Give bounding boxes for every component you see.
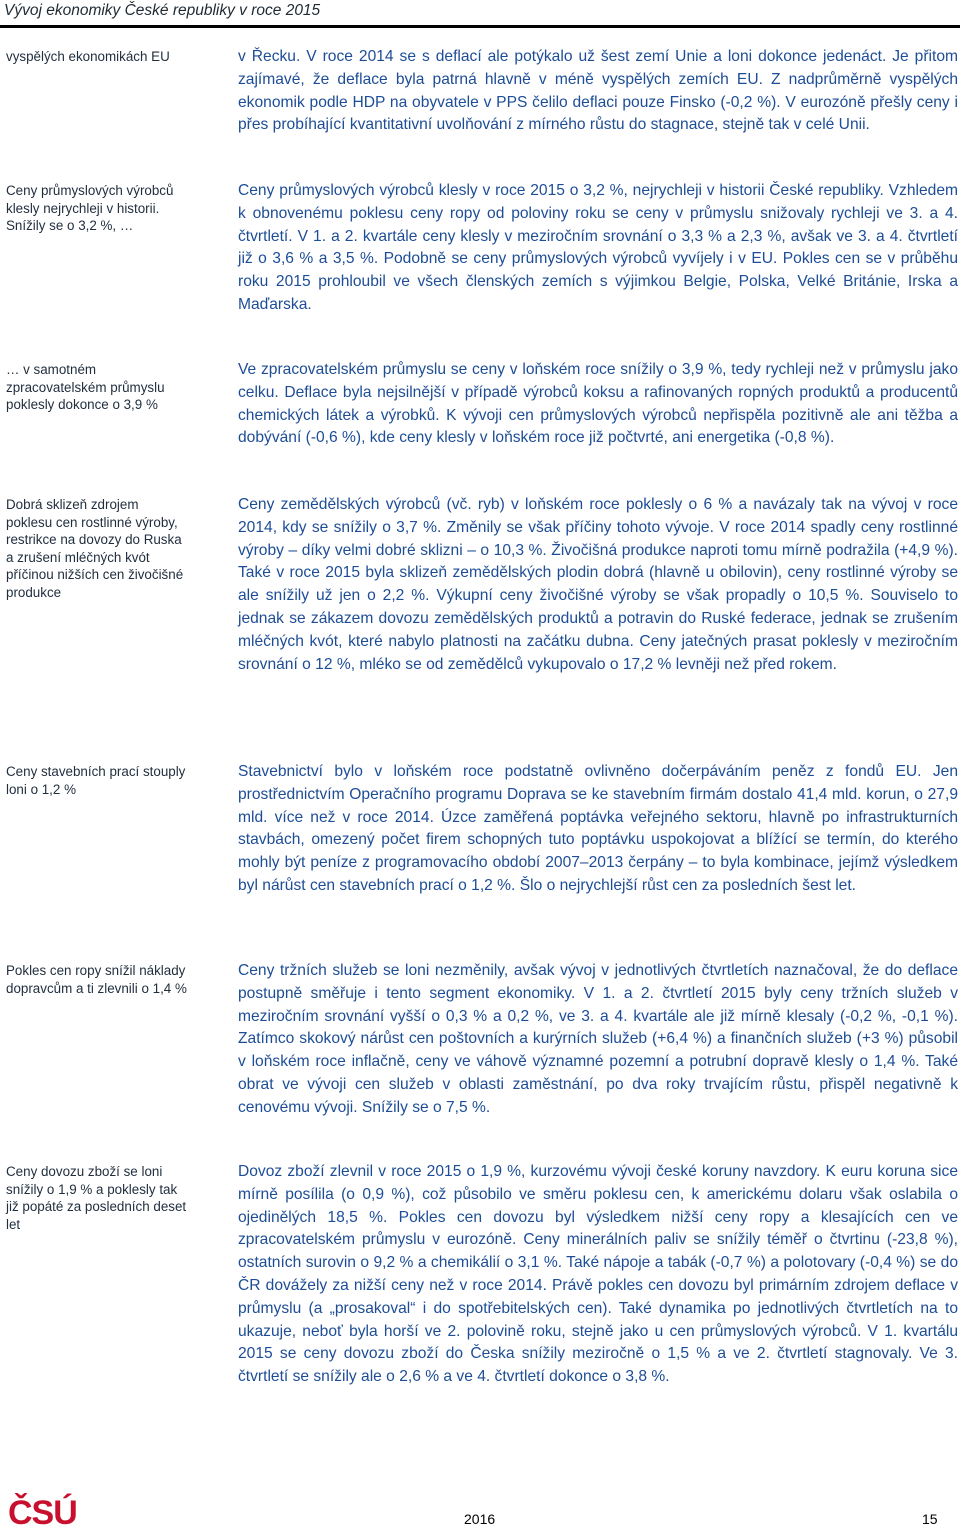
running-header-title: Vývoj ekonomiky České republiky v roce 2015 [4,2,321,19]
main-text [238,0,958,1536]
paragraph-eu-deflation: v Řecku. V roce 2014 se s deflací ale potýkalo už šest zemí Unie a loni dokonce jedenáct. Je přitom zajímavé, že deflace byla patrná hlavně v méně vyspělých zemích EU. Z nadprůměrně vyspělých ekonomik podle HDP na obyvatele v PPS čelilo deflaci pouze Finsko (-0,2 %). V eurozóně přešly ceny i přes probíhající kvantitativní uvolňování z mírného růstu do stagnace, stejně tak v celé Unii. [238,48,958,134]
paragraph-market-services: Ceny tržních služeb se loni nezměnily, avšak vývoj v jednotlivých čtvrtletích naznačoval, že do deflace postupně směřuje i tento segment ekonomiky. V 1. a 2. čtvrtletí 2015 byly ceny tržních služeb v meziročním srovnání vyšší o 0,3 % a 0,2 %, ve 3. a 4. kvartále ale již mírně klesaly (-0,2 %, -0,1 %). Zatímco skokový nárůst cen poštovních a kurýrních služeb (+6,4 %) a finančních služeb (+3 %) působil v loňském roce inflačně, ceny ve váhově významné pozemní a potrubní dopravě klesly o 1,4 %. Také obrat ve vývoji cen služeb v oblasti zaměstnání, po dva roky trvajícím růstu, přispěl negativně k cenovému vývoji. Snížily se o 7,5 %. [238,962,958,1116]
margin-note-industrial-prices: Ceny průmyslových výrobců klesly nejrychleji v historii. Snížily se o 3,2 %, … [6,183,174,233]
csu-logo: ČSÚ [8,1494,77,1532]
page-number: 15 [922,1511,938,1527]
paragraph-industrial-prices: Ceny průmyslových výrobců klesly v roce 2015 o 3,2 %, nejrychleji v historii České republiky. Vzhledem k obnovenému poklesu ceny ropy od poloviny roku se ceny v průmyslu snižovaly rychleji ve 3. a 4. čtvrtletí. V 1. a 2. kvartále ceny klesly v meziročním srovnání o 3,3 % a 2,3 %, avšak ve 3. a 4. čtvrtletí již o 3,6 % a 3,5 %. Podobně se ceny průmyslových výrobců vyvíjely i v EU. Pokles cen se v průběhu roku 2015 prohloubil ve všech členských zemích s výjimkou Belgie, Polska, Velké Británie, Irska a Maďarska. [238,182,958,313]
margin-note-transport: Pokles cen ropy snížil náklady dopravcům a ti zlevnili o 1,4 % [6,963,187,996]
margin-note-construction: Ceny stavebních prací stouply loni o 1,2 % [6,764,186,797]
margin-notes [6,0,188,1536]
paragraph-agriculture: Ceny zemědělských výrobců (vč. ryb) v loňském roce poklesly o 6 % a navázaly tak na vývoj v roce 2014, kdy se snížily o 3,7 %. Změnily se však příčiny tohoto vývoje. V roce 2014 spadly ceny rostlinné výroby – díky velmi dobré sklizni – o 10,3 %. Živočišná produkce naproti tomu mírně podražila (+4,9 %). Také v roce 2015 byla sklizeň zemědělských plodin dobrá (hlavně u obilovin), ceny rostlinné výroby se ale snížily už jen o 2,2 %. Výkupní ceny živočišné výroby se však propadly o 10,5 %. Souviselo to jednak se zákazem dovozu zemědělských produktů a potravin do Ruské federace, jednak se zrušením mléčných kvót, které nabylo platnosti na začátku dubna. Ceny jatečných prasat poklesly v meziročním srovnání o 12 %, mléko se od zemědělců vykupovalo o 17,2 % levněji než před rokem. [238,496,958,673]
margin-note-agriculture: Dobrá sklizeň zdrojem poklesu cen rostlinné výroby, restrikce na dovozy do Ruska a zrušení mléčných kvót příčinou nižších cen živočišné produkce [6,497,184,600]
margin-note-manufacturing: … v samotném zpracovatelském průmyslu poklesly dokonce o 3,9 % [6,362,165,412]
paragraph-imports: Dovoz zboží zlevnil v roce 2015 o 1,9 %, kurzovému vývoji české koruny navzdory. K euru koruna sice mírně posílila (o 0,9 %), což působilo ve směru poklesu cen, k americkému dolaru však oslabila o ojedinělých 18,5 %. Pokles cen dovozu byl výsledkem nižší ceny ropy a klesajících cen ve zpracovatelském průmyslu v eurozóně. Ceny minerálních paliv se snížily téměř o čtvrtinu (-23,8 %), ostatních surovin o 9,2 % a chemikálií o 3,1 %. Také nápoje a tabák (-0,7 %) a polotovary (-0,4 %) se do ČR dovážely za nižší ceny než v roce 2014. Právě pokles cen dovozu byl primárním zdrojem deflace v průmyslu (a „prosakoval“ i do spotřebitelských cen). Také dynamika po jednotlivých čtvrtletích na to ukazuje, neboť byla horší ve 2. polovině roku, stejně jako u cen průmyslových výrobců. V 1. kvartálu 2015 se ceny dovozu zboží do Česka snížily meziročně o 1,5 % a ve 2. čtvrtletí stagnovaly. Ve 3. čtvrtletí se snížily ale o 2,6 % a ve 4. čtvrtletí dokonce o 3,8 %. [238,1163,958,1386]
paragraph-manufacturing: Ve zpracovatelském průmyslu se ceny v loňském roce snížily o 3,9 %, tedy rychleji než v průmyslu jako celku. Deflace byla nejsilnější v případě výrobců koksu a rafinovaných ropných produktů a producentů chemických látek a výrobků. K vývoji cen průmyslových výrobců nepřispěla pozitivně ale ani těžba a dobývání (-0,6 %), kde ceny klesly v loňském roce již počtvrté, ani energetika (-0,8 %). [238,361,958,447]
footer-year: 2016 [464,1511,496,1527]
margin-note-imports: Ceny dovozu zboží se loni snížily o 1,9 % a poklesly tak již popáté za posledních deset let [6,1164,187,1232]
paragraph-construction: Stavebnictví bylo v loňském roce podstatně ovlivněno dočerpáváním peněz z fondů EU. Jen prostřednictvím Operačního programu Doprava se ke stavebním firmám dostalo 41,4 mld. korun, o 27,9 mld. více než v roce 2014. Úzce zaměřená poptávka veřejného sektoru, hlavně po infrastrukturních stavbách, omezený počet firem schopných tuto poptávku uspokojovat a blížící se termín, do kterého mohly být peníze z programovacího období 2007–2013 čerpány – to byla kombinace, jejímž výsledkem byl nárůst cen stavebních prací o 1,2 %. Šlo o nejrychlejší růst cen za posledních šest let. [238,763,958,894]
margin-note-eu-deflation: vyspělých ekonomikách EU [6,49,170,64]
